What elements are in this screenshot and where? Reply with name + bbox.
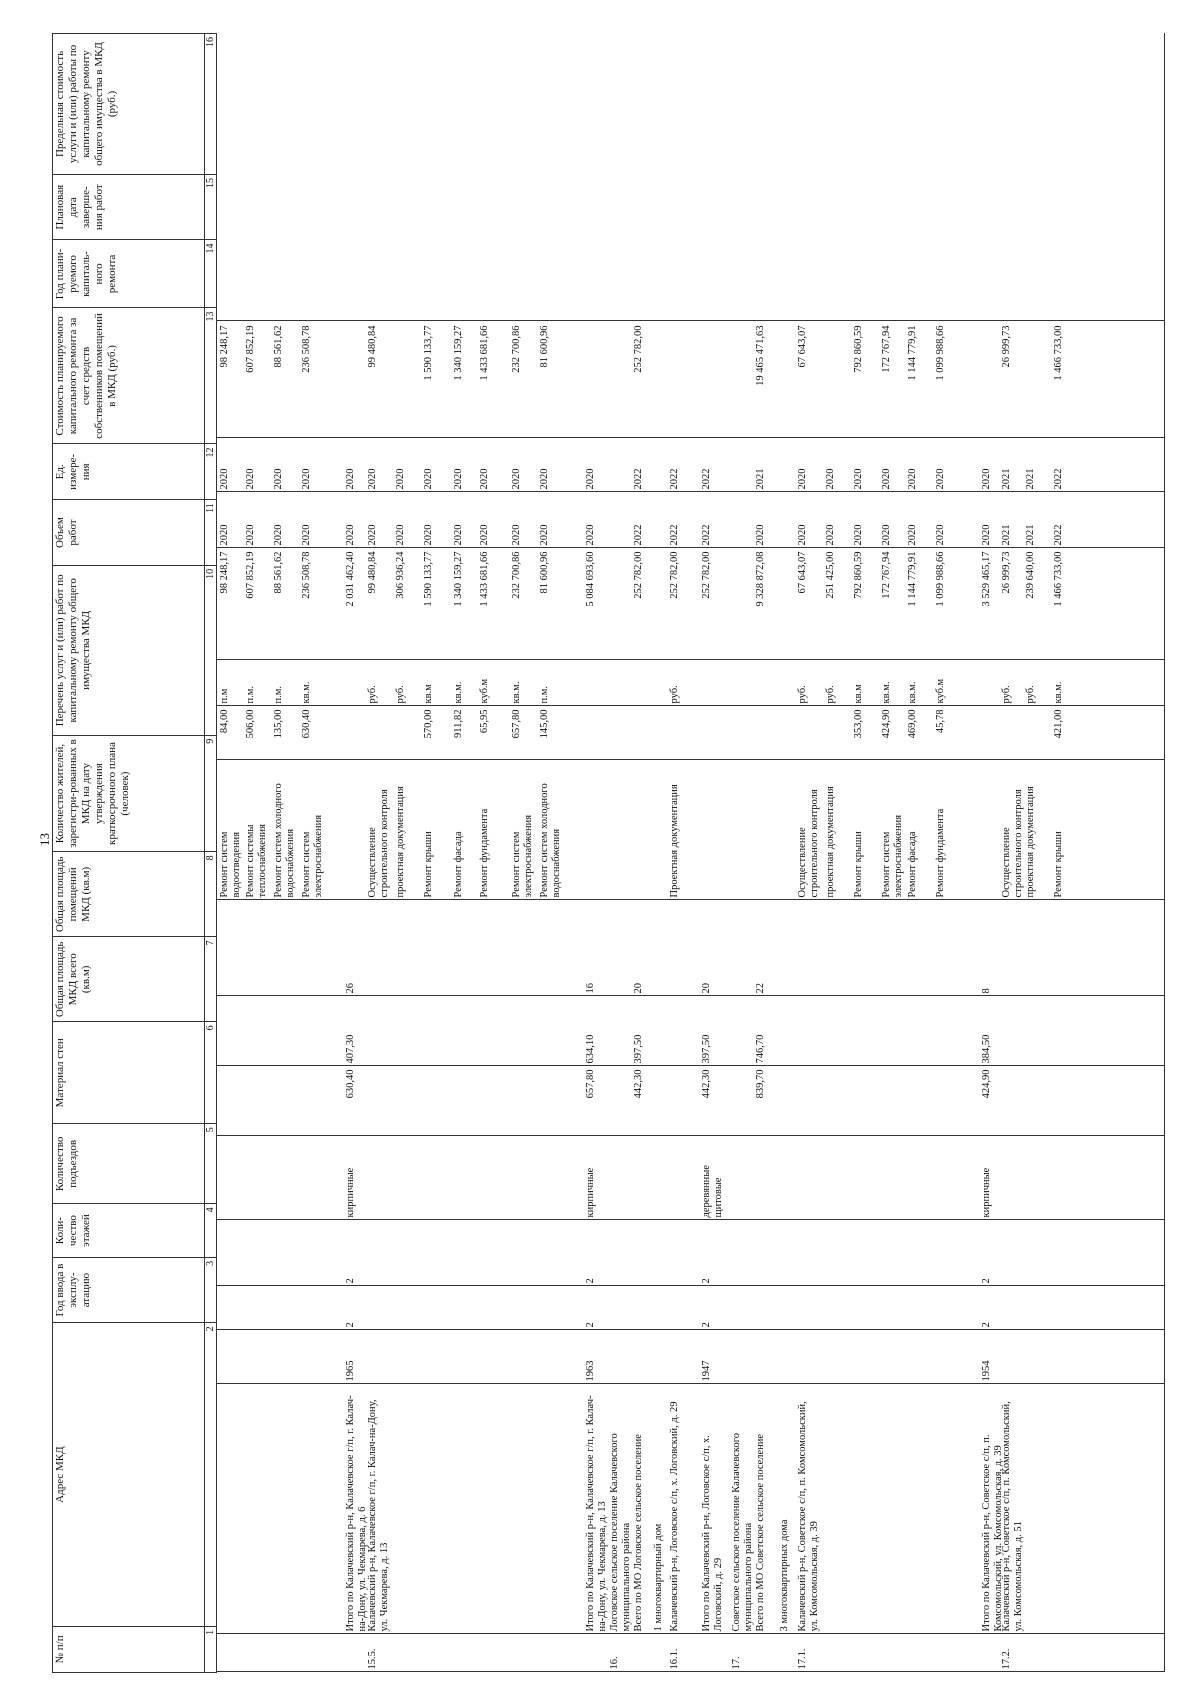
volume-cell: 421,00 [1053,709,1064,739]
unit-cell: руб. [1001,685,1012,704]
row-number: 17. [731,1656,742,1670]
max-cost-cell: 1 590 133,77 [423,325,434,381]
residents-cell: 16 [585,983,596,994]
max-cost-cell: 1 144 779,91 [907,325,918,381]
owner-cost-cell: 9 328 872,08 [755,551,766,607]
column-header-3: Год ввода в эксплу-атацию [53,1257,205,1323]
max-cost-cell: 26 999,73 [1001,325,1012,368]
unit-cell: кв.м. [301,681,312,704]
owner-cost-cell: 26 999,73 [1001,551,1012,594]
column-number-6: 6 [205,1022,217,1124]
premises-area-cell: 397,50 [633,1034,644,1064]
owner-cost-cell: 1 144 779,91 [907,551,918,607]
wall-material-cell: кирпичные [585,1167,596,1218]
unit-cell: кв.м. [881,681,892,704]
plan-year-cell: 2020 [907,524,918,546]
completion-date-cell: 2022 [701,468,712,490]
volume-cell: 45,78 [935,709,946,734]
owner-cost-cell: 1 340 159,27 [453,551,464,607]
column-header-6: Материал стен [53,1022,205,1124]
year-built-cell: 1954 [981,1360,992,1382]
plan-year-cell: 2020 [981,524,992,546]
owner-cost-cell: 1 466 733,00 [1053,551,1064,607]
volume-cell: 657,80 [511,709,522,739]
owner-cost-cell: 67 643,07 [797,551,808,594]
completion-date-cell: 2020 [367,468,378,490]
address-cell: Итого по Калачевский р-н, Советское с/п, п. Комсомольский, ул. Комсомольская, д. 39 [981,1434,1004,1632]
residents-cell: 22 [755,983,766,994]
unit-cell: куб.м [479,678,490,704]
owner-cost-cell: 239 640,00 [1025,551,1036,599]
column-number-7: 7 [205,937,217,1022]
plan-year-cell: 2020 [511,524,522,546]
completion-date-cell: 2020 [273,468,284,490]
column-header-15: Плановая дата заверше-ния работ [53,174,205,240]
completion-date-cell: 2020 [453,468,464,490]
total-area-cell: 442,30 [633,1069,644,1099]
row-number: 17.2. [1001,1648,1012,1670]
work-type-cell: Ремонт систем водоотведения [219,831,242,898]
completion-date-cell: 2021 [1001,468,1012,490]
completion-date-cell: 2020 [907,468,918,490]
residents-cell: 20 [633,983,644,994]
work-type-cell: проектная документация [825,786,836,898]
work-type-cell: Проектная документация [669,784,680,898]
row-number: 17.1. [797,1648,808,1670]
completion-date-cell: 2020 [245,468,256,490]
column-number-16: 16 [205,34,217,175]
column-rule [217,706,1165,761]
entrances-cell: 2 [981,1278,992,1284]
completion-date-cell: 2020 [797,468,808,490]
address-cell: Всего по МО Советское сельское поселение [755,1433,766,1632]
max-cost-cell: 232 700,86 [511,325,522,373]
unit-cell: руб. [1025,685,1036,704]
unit-cell: руб. [395,685,406,704]
column-rule [217,996,1165,1067]
plan-year-cell: 2020 [825,524,836,546]
column-rule [217,321,1165,439]
completion-date-cell: 2020 [585,468,596,490]
max-cost-cell: 88 561,62 [273,325,284,368]
work-type-cell: Ремонт крыши [853,831,864,898]
premises-area-cell: 634,10 [585,1034,596,1064]
column-number-15: 15 [205,174,217,240]
work-type-cell: Ремонт крыши [423,831,434,898]
owner-cost-cell: 172 767,94 [881,551,892,599]
plan-year-cell: 2022 [1053,524,1064,546]
repair-plan-table [52,33,1167,1673]
column-header-1: № п/п [53,1626,205,1672]
column-header-14: Год плани-руемого капиталь-ного ремонта [53,240,205,308]
max-cost-cell: 19 465 471,63 [755,325,766,386]
owner-cost-cell: 252 782,00 [669,551,680,599]
column-number-5: 5 [205,1124,217,1204]
column-number-row [205,34,217,1673]
plan-year-cell: 2022 [701,524,712,546]
total-area-cell: 424,90 [981,1069,992,1099]
plan-year-cell: 2020 [479,524,490,546]
owner-cost-cell: 3 529 465,17 [981,551,992,607]
owner-cost-cell: 252 782,00 [633,551,644,599]
volume-cell: 353,00 [853,709,864,739]
total-area-cell: 657,80 [585,1069,596,1099]
completion-date-cell: 2022 [669,468,680,490]
column-number-4: 4 [205,1204,217,1257]
capital-repair-plan-sheet [52,33,1200,1673]
column-header-7: Общая площадь МКД всего (кв.м) [53,937,205,1022]
plan-year-cell: 2020 [367,524,378,546]
volume-cell: 630,40 [301,709,312,739]
column-number-2: 2 [205,1323,217,1627]
work-type-cell: Ремонт фундамента [935,808,946,898]
column-header-11: Объем работ [53,500,205,566]
owner-cost-cell: 306 936,24 [395,551,406,599]
address-cell: 3 многоквартирных дома [779,1519,790,1632]
work-type-cell: Осуществление строительного контроля [797,789,820,898]
unit-cell: кв.м [423,684,434,704]
work-type-cell: проектная документация [395,786,406,898]
completion-date-cell: 2020 [219,468,230,490]
plan-year-cell: 2020 [935,524,946,546]
completion-date-cell: 2020 [881,468,892,490]
total-area-cell: 442,30 [701,1069,712,1099]
column-rule [217,1066,1165,1137]
wall-material-cell: кирпичные [981,1167,992,1218]
owner-cost-cell: 88 561,62 [273,551,284,594]
owner-cost-cell: 2 031 462,40 [345,551,356,607]
completion-date-cell: 2020 [825,468,836,490]
completion-date-cell: 2021 [755,468,766,490]
owner-cost-cell: 98 248,17 [219,551,230,594]
completion-date-cell: 2020 [345,468,356,490]
unit-cell: руб. [367,685,378,704]
plan-year-cell: 2022 [669,524,680,546]
column-number-10: 10 [205,565,217,735]
max-cost-cell: 172 767,94 [881,325,892,373]
column-number-8: 8 [205,852,217,937]
plan-year-cell: 2020 [273,524,284,546]
entrances-cell: 2 [585,1278,596,1284]
owner-cost-cell: 1 590 133,77 [423,551,434,607]
table-bottom-rule [1164,34,1165,1673]
work-type-cell: Ремонт систем холодного водоснабжения [273,783,296,898]
max-cost-cell: 81 600,96 [539,325,550,368]
address-cell: Калачевский р-н, Логовское с/п, х. Логовский, д. 29 [669,1401,680,1632]
address-cell: Логовское сельское поселение Калачевского муниципального района [609,1433,632,1632]
max-cost-cell: 67 643,07 [797,325,808,368]
owner-cost-cell: 252 782,00 [701,551,712,599]
plan-year-cell: 2020 [453,524,464,546]
work-type-cell: проектная документация [1025,786,1036,898]
plan-year-cell: 2020 [755,524,766,546]
work-type-cell: Ремонт системы теплоснабжения [245,824,268,898]
plan-year-cell: 2020 [301,524,312,546]
column-number-1: 1 [205,1626,217,1672]
address-cell: Всего по МО Логовское сельское поселение [633,1434,644,1632]
max-cost-cell: 1 099 988,66 [935,325,946,381]
column-rule [217,1330,1165,1385]
column-header-12: Ед. измере-ния [53,444,205,500]
unit-cell: п.м. [245,685,256,704]
work-type-cell: Ремонт фасада [907,831,918,898]
column-rule [217,438,1165,493]
volume-cell: 65,95 [479,709,490,734]
work-type-cell: Ремонт фундамента [479,808,490,898]
column-rule [217,1286,1165,1331]
owner-cost-cell: 81 600,96 [539,551,550,594]
column-rule [217,548,1165,661]
residents-cell: 26 [345,983,356,994]
unit-cell: п.м. [273,685,284,704]
address-cell: Калачевский р-н, Калачевское г/п, г. Калач-на-Дону, ул. Чекмарева, д. 13 [367,1399,390,1632]
plan-year-cell: 2020 [797,524,808,546]
column-header-2: Адрес МКД [53,1323,205,1627]
column-number-14: 14 [205,240,217,308]
completion-date-cell: 2020 [539,468,550,490]
plan-year-cell: 2020 [245,524,256,546]
plan-year-cell: 2020 [539,524,550,546]
column-number-9: 9 [205,735,217,852]
column-header-5: Количество подъездов [53,1124,205,1204]
unit-cell: руб. [669,685,680,704]
entrances-cell: 2 [701,1278,712,1284]
plan-year-cell: 2020 [585,524,596,546]
max-cost-cell: 607 852,19 [245,325,256,373]
premises-area-cell: 397,50 [701,1034,712,1064]
volume-cell: 135,00 [273,709,284,739]
completion-date-cell: 2020 [981,468,992,490]
owner-cost-cell: 5 084 693,60 [585,551,596,607]
year-built-cell: 1963 [585,1360,596,1382]
completion-date-cell: 2021 [1025,468,1036,490]
unit-cell: кв.м. [1053,681,1064,704]
total-area-cell: 839,70 [755,1069,766,1099]
completion-date-cell: 2020 [935,468,946,490]
unit-cell: п.м. [539,685,550,704]
address-cell: Калачевский р-н, Советское с/п, п. Комсомольский, ул. Комсомольская, д. 51 [1001,1401,1024,1632]
address-cell: Итого по Калачевский р-н, Логовское с/п, х. Логовский, д. 29 [701,1435,724,1632]
volume-cell: 911,82 [453,709,464,738]
row-number: 16. [609,1656,620,1670]
plan-year-cell: 2020 [219,524,230,546]
total-area-cell: 630,40 [345,1069,356,1099]
unit-cell: руб. [825,685,836,704]
year-built-cell: 1965 [345,1360,356,1382]
wall-material-cell: кирпичные [345,1167,356,1218]
owner-cost-cell: 1 433 681,66 [479,551,490,607]
column-rule [217,660,1165,707]
address-cell: Калачевский р-н, Советское с/п, п. Комсомольский, ул. Комсомольская, д. 39 [797,1401,820,1632]
max-cost-cell: 99 480,84 [367,325,378,368]
plan-year-cell: 2020 [395,524,406,546]
volume-cell: 570,00 [423,709,434,739]
column-header-8: Общая площадь помещений МКД (кв.м) [53,852,205,937]
floors-cell: 2 [701,1322,712,1328]
volume-cell: 469,00 [907,709,918,739]
unit-cell: куб.м [935,678,946,704]
owner-cost-cell: 99 480,84 [367,551,378,594]
work-type-cell: Ремонт систем электроснабжения [881,814,904,898]
max-cost-cell: 236 508,78 [301,325,312,373]
completion-date-cell: 2020 [511,468,522,490]
column-rule [217,900,1165,997]
year-built-cell: 1947 [701,1360,712,1382]
column-header-16: Предельная стоимость услуги и (или) работы по капитальному ремонту общего имущества в МКД (руб.) [53,34,205,175]
column-header-13: Стоимость планируемого капитального ремонта за счет средств собственников помещений в МКД (руб.) [53,308,205,444]
plan-year-cell: 2021 [1001,524,1012,546]
volume-cell: 424,90 [881,709,892,739]
address-cell: Советское сельское поселение Калачевского муниципального района [731,1432,754,1632]
address-cell: Итого по Калачевский р-н, Калачевское г/п, г. Калач-на-Дону, ул. Чекмарева, д. 13 [585,1395,608,1632]
plan-year-cell: 2022 [633,524,644,546]
column-number-11: 11 [205,500,217,566]
completion-date-cell: 2020 [395,468,406,490]
max-cost-cell: 98 248,17 [219,325,230,368]
completion-date-cell: 2020 [423,468,434,490]
owner-cost-cell: 236 508,78 [301,551,312,599]
column-rule [217,1634,1165,1673]
work-type-cell: Осуществление строительного контроля [367,789,390,898]
residents-cell: 20 [701,983,712,994]
unit-cell: кв.м. [453,681,464,704]
column-rule [217,492,1165,549]
completion-date-cell: 2020 [853,468,864,490]
address-cell: Итого по Калачевский р-н, Калачевское г/п, г. Калач-на-Дону, ул. Чекмарева, д. 6 [345,1395,368,1632]
column-header-10: Перечень услуг и (или) работ по капитальному ремонту общего имущества МКД [53,565,205,735]
column-header-9: Количество жителей, зарегистри-рованных в МКД на дату утверждения краткосрочного плана (человек) [53,735,205,852]
plan-year-cell: 2020 [423,524,434,546]
work-type-cell: Ремонт систем электроснабжения [511,814,534,898]
premises-area-cell: 746,70 [755,1034,766,1064]
wall-material-cell: деревянные щитовые [701,1164,724,1218]
owner-cost-cell: 607 852,19 [245,551,256,599]
header-row [53,34,205,1673]
row-number: 16.1. [669,1648,680,1670]
premises-area-cell: 407,30 [345,1034,356,1064]
address-cell: 1 многоквартирный дом [653,1523,664,1632]
work-type-cell: Ремонт крыши [1053,831,1064,898]
table-body [217,34,1165,1673]
column-rule [217,1220,1165,1287]
column-rule [217,1136,1165,1221]
work-type-cell: Ремонт систем холодного водоснабжения [539,783,562,898]
unit-cell: п.м [219,688,230,704]
unit-cell: кв.м. [907,681,918,704]
column-number-12: 12 [205,444,217,500]
completion-date-cell: 2022 [633,468,644,490]
max-cost-cell: 1 466 733,00 [1053,325,1064,381]
work-type-cell: Ремонт фасада [453,831,464,898]
floors-cell: 2 [981,1322,992,1328]
unit-cell: кв.м [853,684,864,704]
max-cost-cell: 1 433 681,66 [479,325,490,381]
completion-date-cell: 2020 [479,468,490,490]
premises-area-cell: 384,50 [981,1034,992,1064]
residents-cell: 8 [981,988,992,994]
max-cost-cell: 252 782,00 [633,325,644,373]
work-type-cell: Ремонт систем электроснабжения [301,814,324,898]
plan-year-cell: 2020 [881,524,892,546]
plan-year-cell: 2021 [1025,524,1036,546]
unit-cell: руб. [797,685,808,704]
completion-date-cell: 2022 [1053,468,1064,490]
floors-cell: 2 [585,1322,596,1328]
plan-year-cell: 2020 [345,524,356,546]
column-number-13: 13 [205,308,217,444]
volume-cell: 84,00 [219,709,230,734]
owner-cost-cell: 792 860,59 [853,551,864,599]
owner-cost-cell: 1 099 988,66 [935,551,946,607]
completion-date-cell: 2020 [301,468,312,490]
max-cost-cell: 1 340 159,27 [453,325,464,381]
volume-cell: 506,00 [245,709,256,739]
column-number-3: 3 [205,1257,217,1323]
work-type-cell: Осуществление строительного контроля [1001,789,1024,898]
owner-cost-cell: 251 425,00 [825,551,836,599]
entrances-cell: 2 [345,1278,356,1284]
plan-year-cell: 2020 [853,524,864,546]
unit-cell: кв.м. [511,681,522,704]
column-header-4: Коли-чество этажей [53,1204,205,1257]
max-cost-cell: 792 860,59 [853,325,864,373]
owner-cost-cell: 232 700,86 [511,551,522,599]
page-number: 13 [37,833,52,846]
volume-cell: 145,00 [539,709,550,739]
floors-cell: 2 [345,1322,356,1328]
row-number: 15.5. [367,1648,378,1670]
